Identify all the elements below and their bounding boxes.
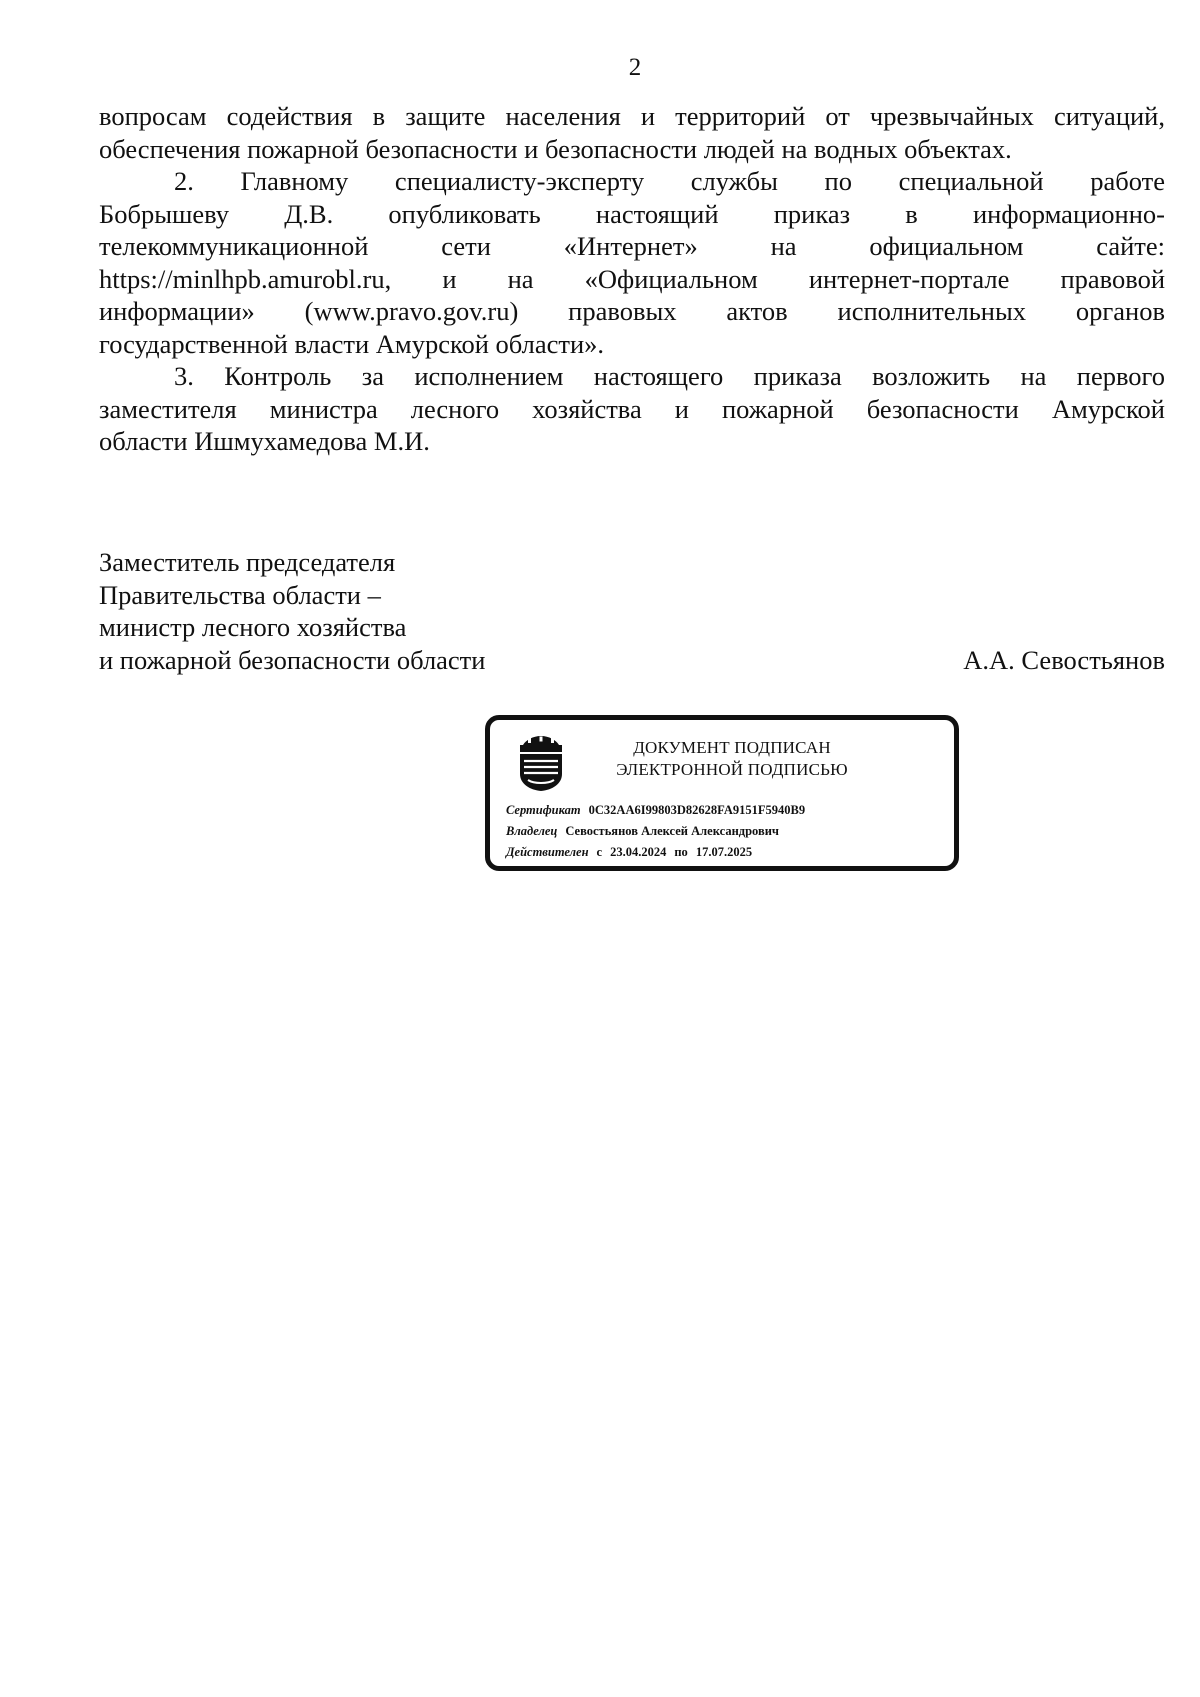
valid-to-prefix: по <box>674 845 688 859</box>
text-line: Бобрышеву Д.В. опубликовать настоящий приказ в информационно- <box>99 198 1165 229</box>
text-line: 2. Главному специалисту-эксперту службы по специальной работе <box>174 166 1165 196</box>
signature-block <box>99 546 1165 676</box>
owner-label: Владелец <box>506 824 558 838</box>
stamp-title-line: ЭЛЕКТРОННОЙ ПОДПИСЬЮ <box>616 760 848 779</box>
text-line: 3. Контроль за исполнением настоящего приказа возложить на первого <box>174 361 1165 391</box>
certificate-label: Сертификат <box>506 803 581 817</box>
position-line: Правительства области – <box>99 579 381 610</box>
text-line: государственной власти Амурской области». <box>99 328 605 359</box>
valid-from-date: 23.04.2024 <box>610 845 667 859</box>
owner-value: Севостьянов Алексей Александрович <box>565 824 779 838</box>
stamp-heading <box>582 737 882 781</box>
paragraph-1 <box>99 100 1165 165</box>
text-line: https://minlhpb.amurobl.ru, и на «Официальном интернет-портале правовой <box>99 263 1165 294</box>
signer-name: А.А. Севостьянов <box>963 644 1165 675</box>
stamp-details <box>506 800 805 863</box>
position-line: Заместитель председателя <box>99 547 396 577</box>
valid-label: Действителен <box>506 845 589 859</box>
validity-row <box>506 842 805 863</box>
stamp-title-line: ДОКУМЕНТ ПОДПИСАН <box>633 738 831 757</box>
certificate-row <box>506 800 805 821</box>
paragraph-2 <box>99 165 1165 360</box>
certificate-value: 0C32AA6I99803D82628FA9151F5940B9 <box>588 803 806 817</box>
text-line: обеспечения пожарной безопасности и безопасности людей на водных объектах. <box>99 133 1012 164</box>
page-number: 2 <box>628 54 642 81</box>
text-line: области Ишмухамедова М.И. <box>99 426 430 456</box>
valid-from-prefix: с <box>596 845 603 859</box>
text-line: телекоммуникационной сети «Интернет» на официальном сайте: <box>99 231 1165 261</box>
document-body <box>99 100 1165 458</box>
owner-row <box>506 821 805 842</box>
valid-to-date: 17.07.2025 <box>695 845 753 859</box>
coat-of-arms-icon <box>516 734 566 792</box>
paragraph-3 <box>99 360 1165 458</box>
text-line: вопросам содействия в защите населения и территорий от чрезвычайных ситуаций, <box>99 101 1165 131</box>
text-line: информации» (www.pravo.gov.ru) правовых актов исполнительных органов <box>99 296 1165 326</box>
position-line: и пожарной безопасности области <box>99 644 486 675</box>
text-line: заместителя министра лесного хозяйства и пожарной безопасности Амурской <box>99 393 1165 424</box>
electronic-signature-stamp <box>485 715 959 871</box>
position-line: министр лесного хозяйства <box>99 612 407 642</box>
